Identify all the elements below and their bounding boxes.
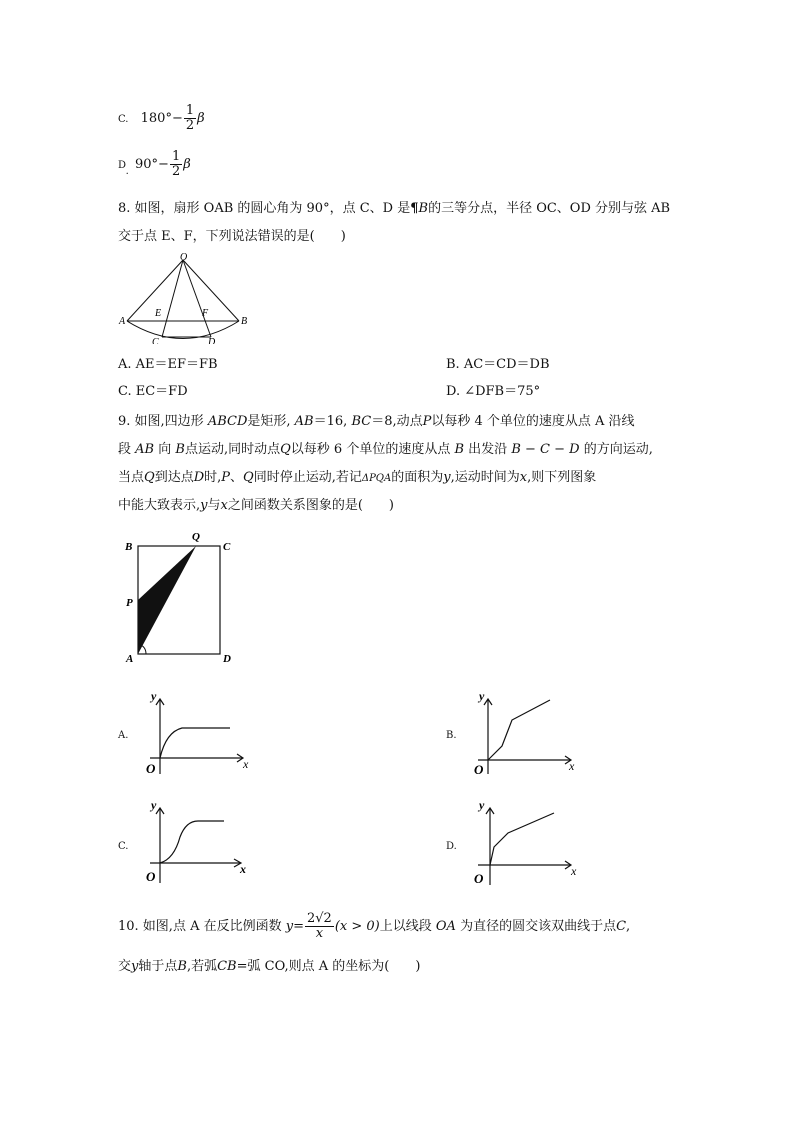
q9-option-d-letter[interactable]: D.: [446, 841, 457, 852]
q8-stem-line2: 交于点 E、F，下列说法错误的是( ): [118, 229, 346, 244]
q9-label-d: D: [223, 653, 231, 665]
q8-option-c[interactable]: C. EC＝FD: [118, 384, 188, 399]
q9-option-c-graph[interactable]: [140, 797, 260, 889]
q7-option-d[interactable]: [118, 150, 191, 179]
q9-b-x-label: x: [569, 759, 575, 773]
q9-option-b-letter[interactable]: B.: [446, 730, 457, 741]
q7-option-d-lead: 90°−: [135, 157, 169, 172]
q9-b-curve: [488, 700, 550, 760]
q7-option-d-fraction: $\frac{1}{2}$: [171, 149, 181, 179]
q9-c-curve: [160, 821, 224, 863]
q9-d-x-label: x: [571, 864, 577, 878]
q8-label-o: O: [180, 252, 188, 263]
q8-arc-ab: [127, 321, 239, 339]
q9-a-origin-label: O: [146, 761, 156, 776]
q7-option-c-lead: 180°−: [140, 111, 183, 126]
q8-stem-line1: 8. 如图，扇形 OAB 的圆心角为 90°，点 C、D 是¶B的三等分点，半径 OC、OD 分别与弦 AB: [118, 201, 671, 216]
q9-option-a-graph[interactable]: [140, 688, 260, 778]
q9-c-x-label: x: [240, 862, 246, 876]
q9-rectangle-figure: [122, 528, 244, 668]
q8-label-c: C: [152, 337, 159, 344]
q7-option-c-letter: C.: [118, 114, 129, 125]
q8-option-b[interactable]: B. AC＝CD＝DB: [446, 357, 550, 372]
q9-option-d-graph[interactable]: [468, 797, 588, 889]
q9-d-y-label: y: [479, 798, 485, 812]
q8-option-d[interactable]: D. ∠DFB＝75°: [446, 384, 541, 399]
q8-radius-ob: [183, 260, 239, 321]
q9-option-b-graph[interactable]: [468, 688, 588, 778]
q9-d-origin-label: O: [474, 871, 484, 886]
q7-option-d-var: β: [183, 157, 191, 172]
q9-c-y-label: y: [151, 798, 157, 812]
q8-label-b: B: [241, 316, 248, 327]
q8-label-f: F: [202, 308, 209, 319]
q9-label-a: A: [126, 653, 134, 665]
q7-option-c-var: β: [197, 111, 205, 126]
q7-option-c-fraction: $\frac{1}{2}$: [185, 103, 195, 133]
q9-c-origin-label: O: [146, 869, 156, 884]
q9-stem-line3: 当点Q到达点D时,P、Q同时停止运动,若记ΔPQA的面积为y,运动时间为x,则下列图象: [118, 470, 597, 485]
q10-eq-fraction: $\frac{2√2}{x}$: [307, 911, 332, 941]
q10-eq-y: y: [285, 919, 294, 934]
q8-label-d: D: [208, 337, 216, 344]
q9-stem-line4: 中能大致表示,y与x之间函数关系图象的是( ): [118, 498, 395, 513]
q8-sector-figure: [118, 252, 258, 344]
q8-label-e: E: [155, 308, 162, 319]
q7-option-d-dot: .: [125, 166, 129, 177]
q9-stem-line1: 9. 如图,四边形 ABCD是矩形, AB＝16, BC＝8,动点P以每秒 4 个单位的速度从点 A 沿线: [118, 414, 635, 429]
q9-label-b: B: [125, 541, 133, 553]
q10-stem-line2: 交y轴于点B,若弧CB=弧 CO,则点 A 的坐标为( ): [118, 959, 421, 974]
q7-option-d-letter: D: [118, 160, 126, 171]
q9-a-curve: [160, 728, 230, 758]
q8-option-a[interactable]: A. AE＝EF＝FB: [118, 357, 218, 372]
q9-label-q: Q: [192, 531, 200, 543]
q9-label-p: P: [126, 597, 133, 609]
q9-d-curve: [490, 813, 554, 865]
q8-label-a: A: [119, 316, 126, 327]
q10-eq-condition: (x > 0): [334, 919, 380, 934]
q9-b-y-label: y: [479, 689, 485, 703]
q7-option-c[interactable]: [118, 104, 205, 133]
q9-option-c-letter[interactable]: C.: [118, 841, 129, 852]
q10-stem-line1: 10. 如图,点 A 在反比例函数 y= $\frac{2√2}{x}$ (x > 0)上以线段 OA 为直径的圆交该双曲线于点C,: [118, 911, 631, 941]
q9-a-y-label: y: [151, 689, 157, 703]
q9-stem-line2: 段 AB 向 B点运动,同时动点Q以每秒 6 个单位的速度从点 B 出发沿 B − C − D 的方向运动,: [118, 442, 653, 457]
q8-radius-od: [183, 260, 211, 337]
q9-option-a-letter[interactable]: A.: [118, 730, 129, 741]
q9-label-c: C: [223, 541, 231, 553]
q9-triangle-pqa: [138, 546, 196, 654]
q9-a-x-label: x: [243, 757, 249, 771]
q8-arc-glyph: ¶: [410, 201, 419, 216]
q9-b-origin-label: O: [474, 762, 484, 777]
